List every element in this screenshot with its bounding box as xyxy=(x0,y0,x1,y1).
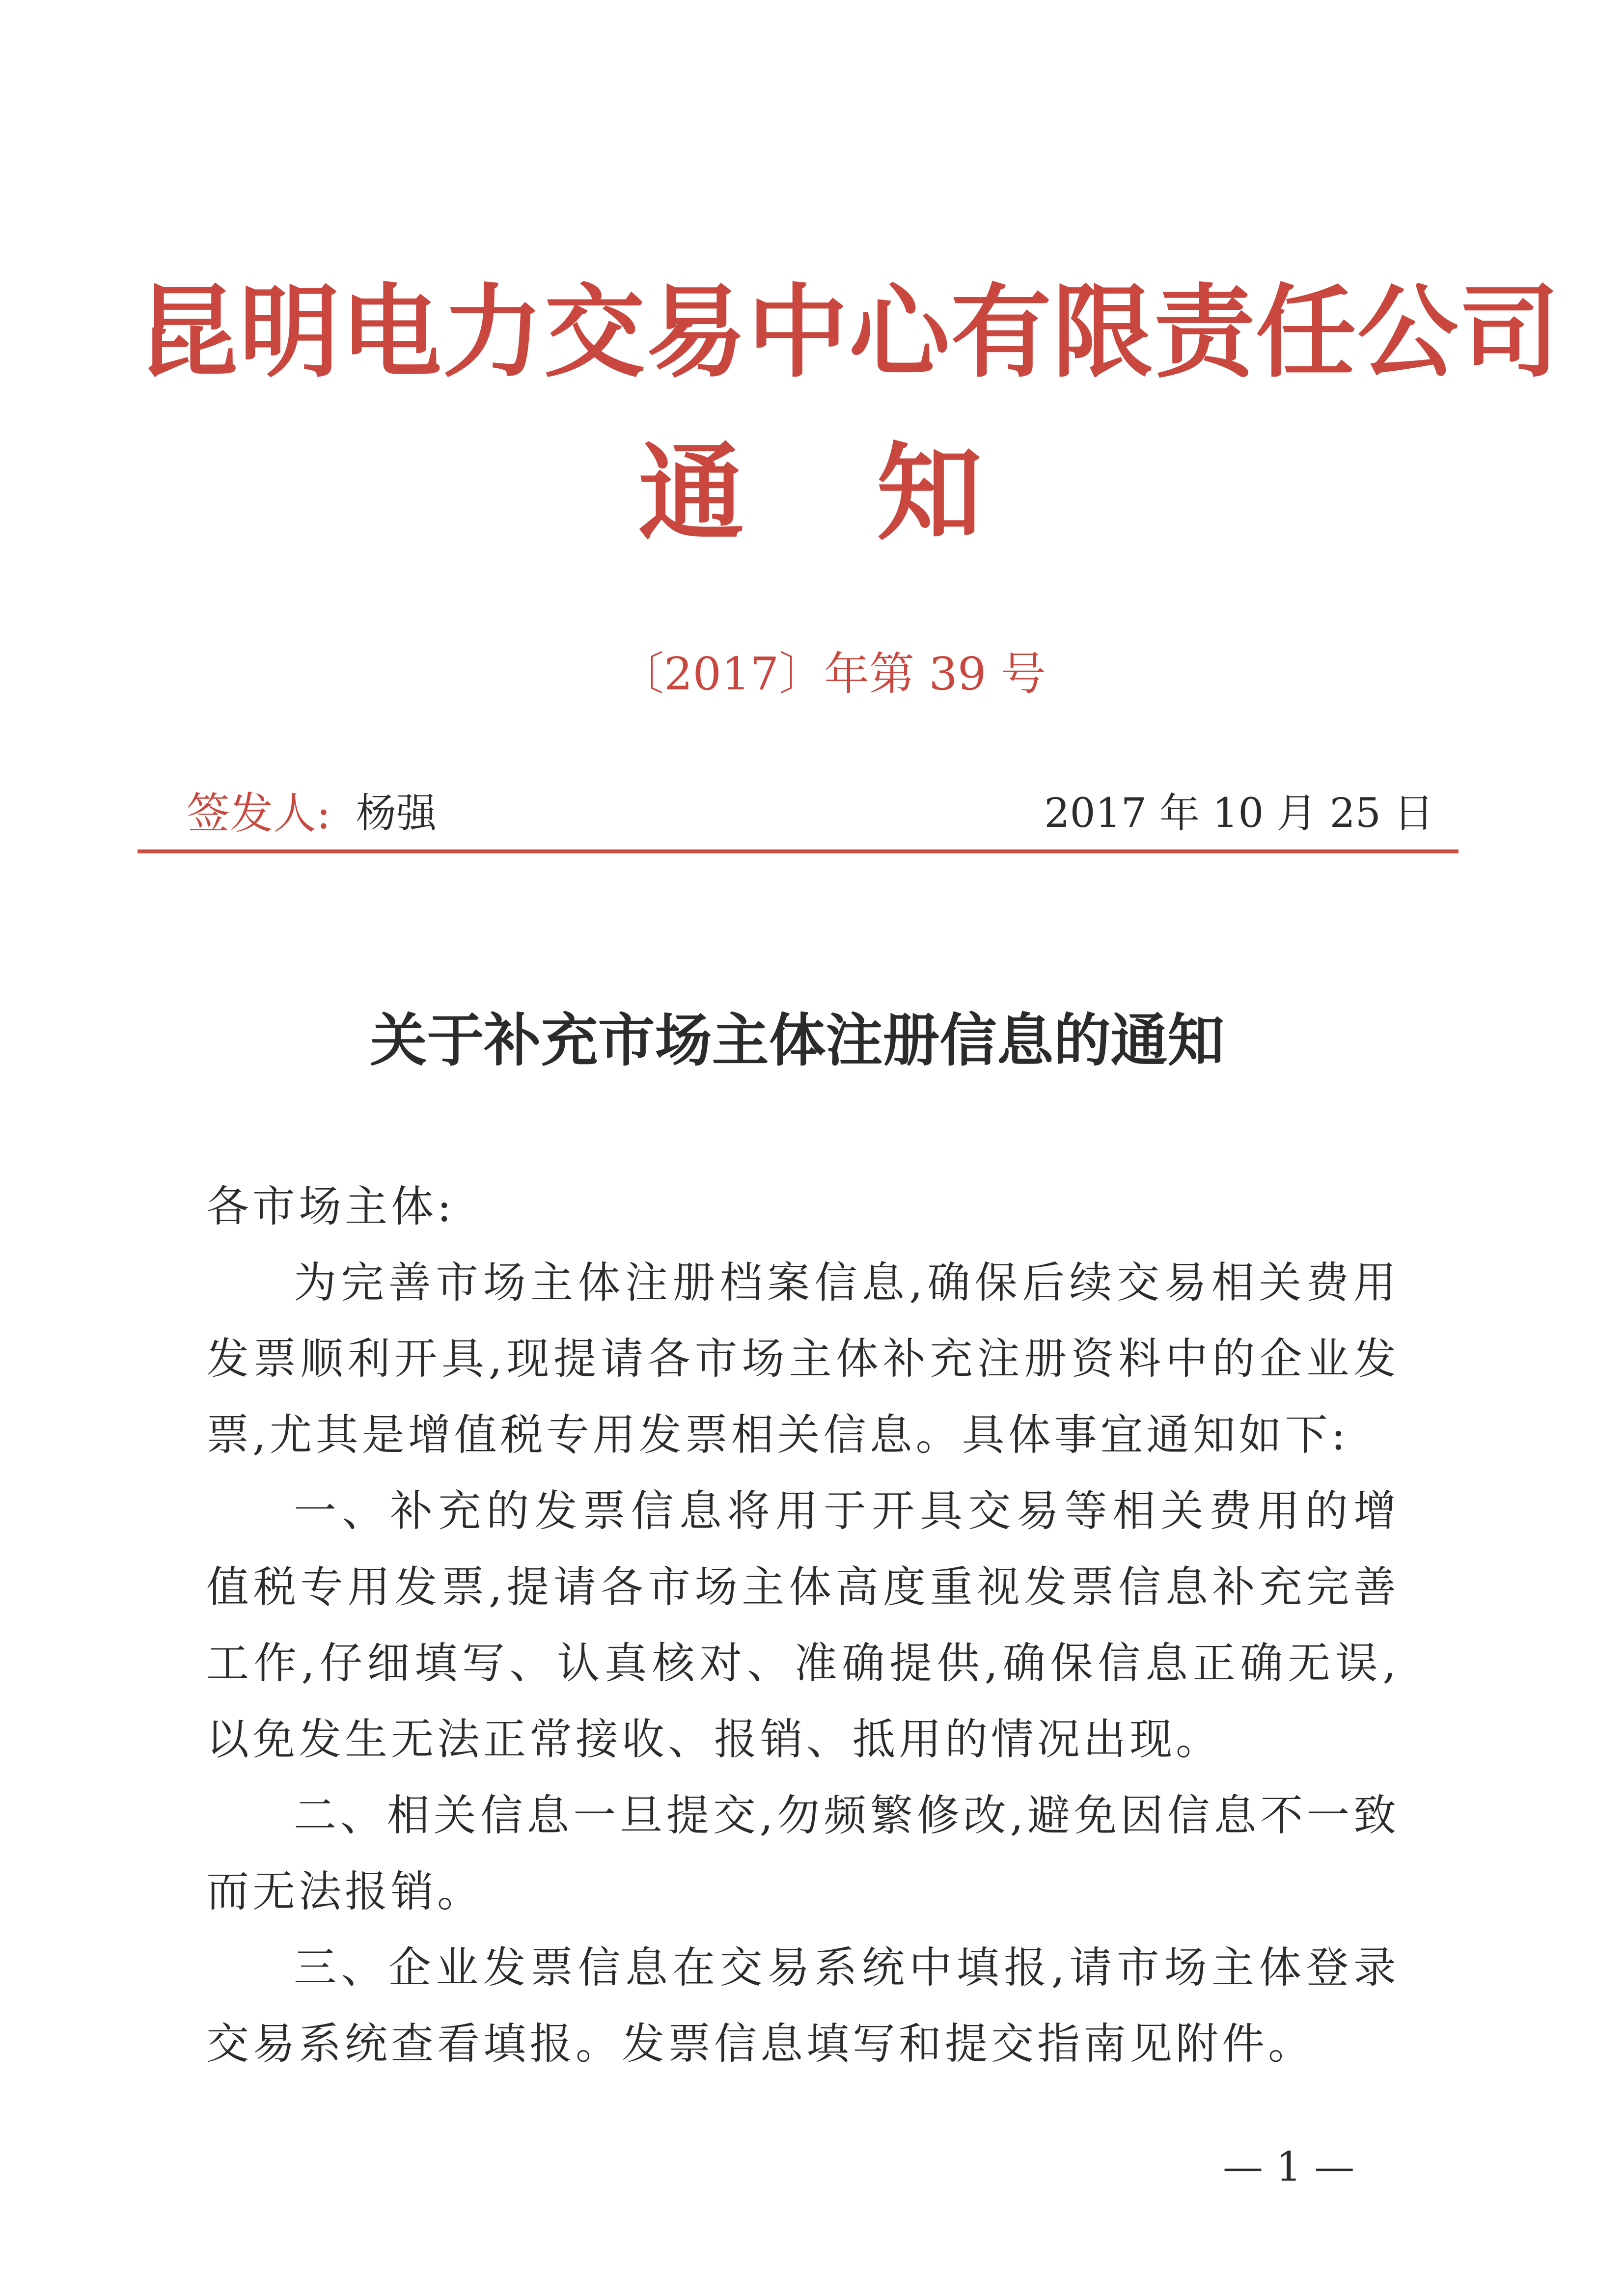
body-paragraph: 二、相关信息一旦提交,勿频繁修改,避免因信息不一致而无法报销。 xyxy=(206,1790,1400,1916)
body-paragraph: 一、补充的发票信息将用于开具交易等相关费用的增值税专用发票,提请各市场主体高度重视发票信息补充完善工作,仔细填写、认真核对、准确提供,确保信息正确无误,以免发生无法正常接收、报销、抵用的情况出现。 xyxy=(206,1486,1400,1764)
document-title: 关于补充市场主体注册信息的通知 xyxy=(370,1007,1225,1074)
issue-date: 2017 年 10 月 25 日 xyxy=(1044,790,1434,837)
header-divider xyxy=(138,849,1459,853)
body-paragraph: 为完善市场主体注册档案信息,确保后续交易相关费用发票顺利开具,现提请各市场主体补充注册资料中的企业发票,尤其是增值税专用发票相关信息。具体事宜通知如下: xyxy=(206,1257,1400,1460)
page-number: — 1 — xyxy=(1223,2144,1355,2190)
notice-heading-char-2: 知 xyxy=(877,431,982,555)
document-number: 〔2017〕年第 39 号 xyxy=(619,648,1046,700)
issuer-row xyxy=(187,786,1463,849)
body-paragraph: 三、企业发票信息在交易系统中填报,请市场主体登录交易系统查看填报。发票信息填写和提交指南见附件。 xyxy=(206,1942,1400,2069)
issuer-name: 杨强 xyxy=(356,790,437,837)
issuer-label: 签发人: xyxy=(187,788,331,839)
organization-title: 昆明电力交易中心有限责任公司 xyxy=(138,273,1561,391)
notice-heading xyxy=(638,432,1031,553)
salutation: 各市场主体: xyxy=(206,1181,455,1231)
document-body xyxy=(206,1169,1400,2082)
notice-heading-char-1: 通 xyxy=(638,431,744,555)
